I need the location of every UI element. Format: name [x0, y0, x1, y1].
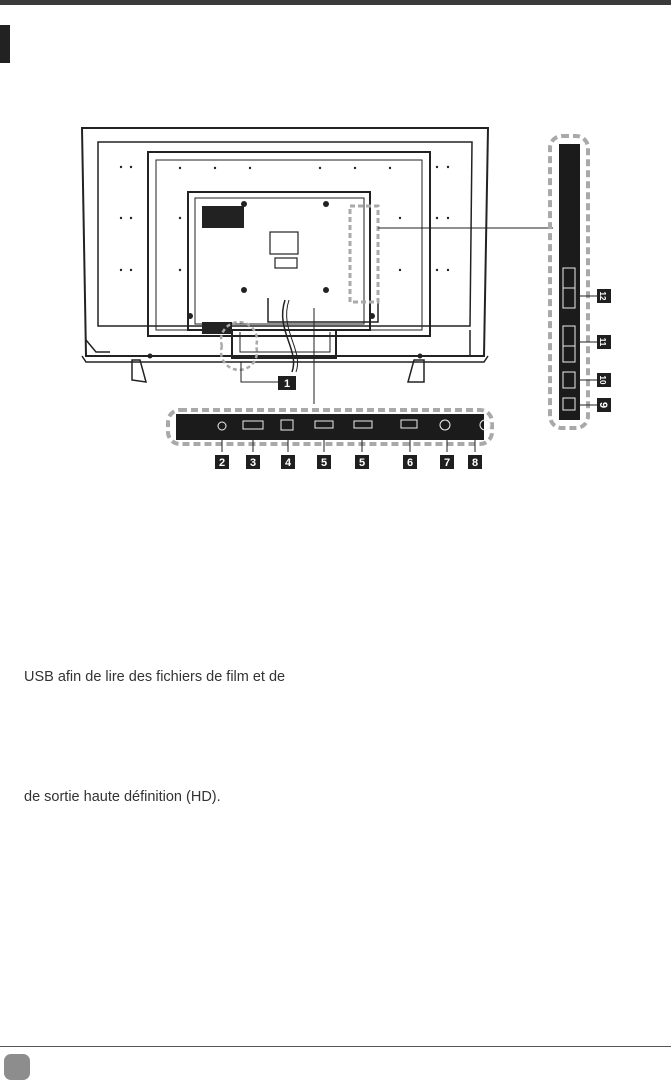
callout-12: 12: [598, 291, 607, 301]
callout-8: 8: [471, 457, 479, 469]
callout-11: 11: [598, 337, 607, 347]
callout-4: 4: [284, 457, 292, 469]
callout-6: 6: [406, 457, 414, 469]
callout-9: 9: [597, 401, 609, 409]
callout-10: 10: [598, 375, 607, 385]
page-number-badge: [4, 1054, 30, 1080]
callout-2: 2: [218, 457, 226, 469]
bottom-connector-panel: [176, 414, 484, 440]
tv-back-panel: [82, 128, 488, 382]
callout-1: 1: [283, 378, 291, 390]
body-text-line-2: de sortie haute définition (HD).: [24, 789, 221, 805]
side-connector-panel: [559, 144, 580, 420]
callout-7: 7: [443, 457, 451, 469]
callout-5b: 5: [358, 457, 366, 469]
body-text-line-1: USB afin de lire des fichiers de film et de: [24, 669, 286, 685]
callout-3: 3: [249, 457, 257, 469]
tv-rear-connections-diagram: [0, 0, 671, 520]
vent-grilles: [202, 206, 244, 334]
bottom-rule: [0, 1046, 671, 1047]
callout-5a: 5: [320, 457, 328, 469]
